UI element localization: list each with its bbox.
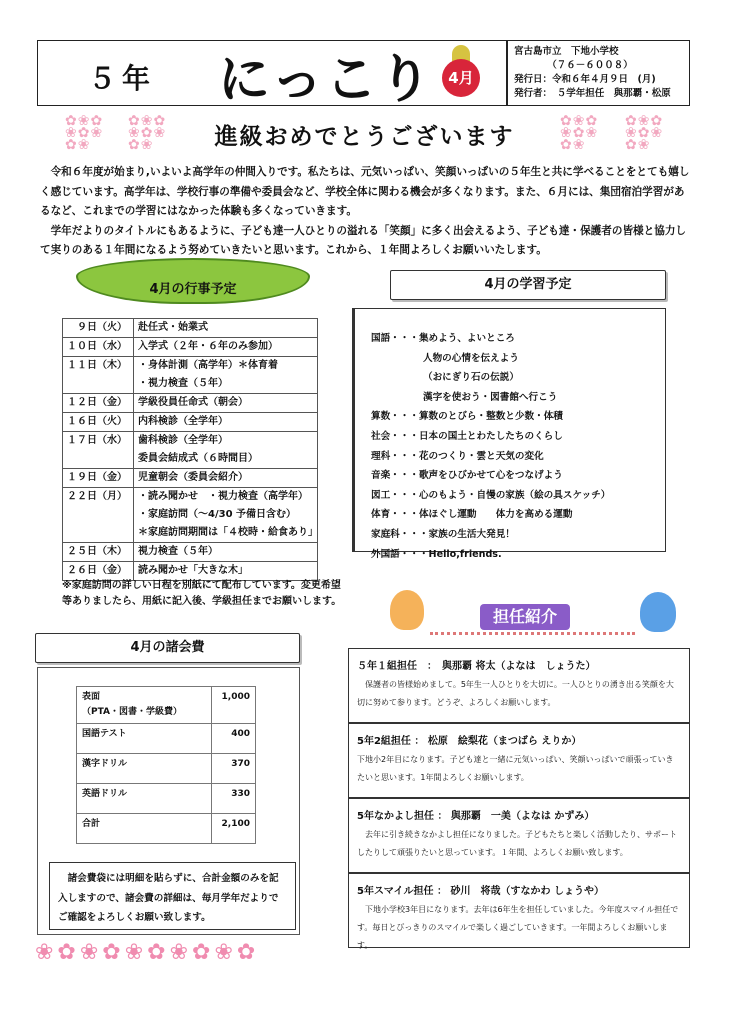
- child-illustration-icon: [390, 590, 424, 630]
- event-item: ＊家庭訪問期間は「４校時・給食あり」: [138, 527, 318, 538]
- dotted-divider: [430, 632, 635, 635]
- event-date: １２日（金）: [63, 394, 134, 413]
- sakura-icon: ✿❀✿ ❀✿❀ ✿❀: [625, 113, 664, 153]
- masthead: [37, 40, 690, 110]
- fee-row: [77, 814, 256, 844]
- event-date: １７日（水）: [63, 432, 134, 469]
- fee-item-detail: （PTA・図書・学級費）: [82, 707, 183, 717]
- fees-table: [76, 686, 256, 844]
- event-items: [134, 357, 318, 394]
- phone: （７６－６００８）: [514, 60, 633, 71]
- teacher-card: [348, 648, 690, 723]
- sakura-icon: ✿❀✿ ❀✿❀ ✿❀: [65, 113, 104, 153]
- month-badge: 4月: [442, 59, 480, 97]
- fees-heading: 4月の諸会費: [35, 633, 300, 663]
- fee-item: [77, 754, 212, 784]
- event-item: 学級役員任命式（朝会）: [138, 397, 248, 408]
- events-heading: 4月の行事予定: [76, 258, 310, 304]
- study-line: 家庭科・・・家族の生活大発見！: [371, 528, 515, 540]
- fee-item-name: 英語ドリル: [82, 789, 128, 799]
- event-row: [63, 319, 318, 338]
- study-line: 社会・・・日本の国土とわたしたちのくらし: [371, 430, 563, 442]
- event-items: [134, 413, 318, 432]
- sakura-icon: ✿❀✿ ❀✿❀ ✿❀: [128, 113, 167, 153]
- event-items: [134, 394, 318, 413]
- event-items: [134, 488, 318, 543]
- study-line: 算数・・・算数のとびら・整数と少数・体積: [371, 411, 563, 423]
- event-item: 歯科検診（全学年）: [138, 435, 228, 446]
- event-date: １１日（木）: [63, 357, 134, 394]
- fees-box: [37, 667, 300, 935]
- study-line: 体育・・・体ほぐし運動 体力を高める運動: [371, 509, 573, 521]
- event-item: 児童朝会（委員会紹介）: [138, 472, 248, 483]
- study-line: （おにぎり石の伝説）: [423, 372, 519, 384]
- teacher-name: 5年スマイル担任 ： 砂川 将哉（すなかわ しょうや）: [357, 886, 605, 897]
- child-illustration-icon: [640, 592, 676, 632]
- intro-paragraph: 学年だよりのタイトルにもあるように、子ども達一人ひとりの溢れる「笑顔」に多く出会えるよう、子ども達・保護者の皆様と協力して実りのある１年間になるよう努めていきたいと思います。これから、１年間よろしくお願いいたします。: [40, 224, 687, 256]
- teacher-message: 下地小学校3年目になります。去年は6年生を担任していました。今年度スマイル担任です。毎日とびっきりのスマイルで楽しく過ごしていきます。一年間よろしくお願いします。: [357, 905, 679, 950]
- intro-paragraph: 令和６年度が始まり,いよいよ高学年の仲間入りです。私たちは、元気いっぱい、笑顔いっぱいの５年生と共に学べることをとても嬉しく感じています。高学年は、学校行事の準備や委員会など、学校全体に関わる機会が多くなります。また、６月には、集団宿泊学習があるなど、これまでの学習にはなかった体験も多くなっていきます。: [40, 166, 690, 217]
- event-date: ２６日（金）: [63, 562, 134, 581]
- event-items: [134, 319, 318, 338]
- event-date: ２２日（月）: [63, 488, 134, 543]
- event-item: ・身体計測（高学年）＊体育着: [138, 360, 278, 371]
- event-item: 視力検査（５年）: [138, 546, 218, 557]
- study-line: 外国語・・・Hello,friends.: [371, 548, 502, 560]
- fee-item-name: 漢字ドリル: [82, 759, 128, 769]
- event-items: [134, 432, 318, 469]
- teacher-card: [348, 873, 690, 948]
- fee-item: [77, 784, 212, 814]
- events-note: ※家庭訪問の詳しい日程を別紙にて配布しています。変更希望等ありましたら、用紙に記入後、学級担任までお願いします。: [62, 580, 342, 607]
- study-line: 図工・・・心のもよう・自慢の家族（絵の具スケッチ）: [371, 489, 611, 501]
- event-item: 読み聞かせ「大きな木」: [138, 565, 248, 576]
- divider: [506, 41, 508, 105]
- study-heading: 4月の学習予定: [390, 270, 666, 300]
- event-item: 入学式（２年・６年のみ参加）: [138, 341, 278, 352]
- fee-amount: 400: [212, 724, 256, 754]
- teacher-card: [348, 798, 690, 873]
- fee-item-name: 表面: [82, 692, 101, 702]
- event-items: [134, 469, 318, 488]
- intro-text: [40, 163, 692, 261]
- event-date: ２５日（木）: [63, 543, 134, 562]
- event-date: ９日（火）: [63, 319, 134, 338]
- study-line: 理科・・・花のつくり・雲と天気の変化: [371, 450, 544, 462]
- teacher-name: 5年なかよし担任 ： 與那覇 一美（よなは かずみ）: [357, 811, 595, 822]
- event-row: [63, 432, 318, 469]
- fee-row: [77, 724, 256, 754]
- study-line: 音楽・・・歌声をひびかせて心をつなげよう: [371, 470, 563, 482]
- fee-item-name: 国語テスト: [82, 729, 127, 739]
- teacher-name: ５年１組担任 ： 與那覇 将太（よなは しょうた）: [357, 661, 596, 672]
- school-name: 宮古島市立 下地小学校: [514, 46, 619, 57]
- study-line: 漢字を使おう・図書館へ行こう: [423, 391, 558, 403]
- fee-amount: 370: [212, 754, 256, 784]
- event-items: [134, 338, 318, 357]
- event-item: 赴任式・始業式: [138, 322, 208, 333]
- event-date: １９日（金）: [63, 469, 134, 488]
- teacher-card: [348, 723, 690, 798]
- fee-item: [77, 724, 212, 754]
- event-row: [63, 488, 318, 543]
- fee-item: [77, 814, 212, 844]
- event-item: ・家庭訪問（～4/30 予備日含む）: [138, 509, 297, 520]
- event-item: ・読み聞かせ ・視力検査（高学年）: [138, 491, 308, 502]
- fee-amount: 330: [212, 784, 256, 814]
- event-row: [63, 394, 318, 413]
- fee-amount: 1,000: [212, 687, 256, 724]
- flower-fish-decoration-icon: ❀✿❀✿❀✿❀✿❀✿: [35, 940, 260, 965]
- publisher-info: [514, 45, 671, 101]
- event-items: [134, 543, 318, 562]
- teachers-heading: 担任紹介: [480, 604, 570, 630]
- fee-row: [77, 784, 256, 814]
- grade-label: ５年: [88, 62, 157, 95]
- study-plan: [352, 308, 666, 560]
- events-table: [62, 318, 318, 581]
- publisher: 発行者： ５学年担任 與那覇・松原: [514, 88, 671, 99]
- newsletter-title: にっこり: [218, 49, 433, 110]
- fee-amount: 2,100: [212, 814, 256, 844]
- event-row: [63, 413, 318, 432]
- teacher-name: 5年2組担任 ： 松原 絵梨花（まつばら えりか）: [357, 736, 582, 747]
- event-item: 内科検診（全学年）: [138, 416, 228, 427]
- fee-item-name: 合計: [82, 819, 101, 829]
- event-item: 委員会結成式（６時間目）: [138, 453, 258, 464]
- fees-note: 諸会費袋には明細を貼らずに、合計金額のみを記入しますので、諸会費の詳細は、毎月学年だよりでご確認をよろしくお願い致します。: [49, 862, 296, 930]
- event-date: １６日（火）: [63, 413, 134, 432]
- event-date: １０日（水）: [63, 338, 134, 357]
- issue-date: 発行日：令和６年４月９日 (月): [514, 74, 656, 85]
- event-row: [63, 338, 318, 357]
- event-row: [63, 469, 318, 488]
- study-line: 国語・・・集めよう、よいところ: [371, 333, 515, 344]
- event-row: [63, 543, 318, 562]
- teacher-message: 保護者の皆様始めまして。5年生一人ひとりを大切に。一人ひとりの湧き出る笑顔を大切に努めて参ります。どうぞ、よろしくお願いします。: [357, 680, 674, 707]
- event-row: [63, 357, 318, 394]
- greeting-heading: 進級おめでとうございます: [214, 124, 515, 150]
- teacher-message: 下地小2年目になります。子ども達と一緒に元気いっぱい、笑顔いっぱいで頑張っていきたいと思います。1年間よろしくお願いします。: [357, 755, 674, 782]
- fee-row: [77, 687, 256, 724]
- sakura-icon: ✿❀✿ ❀✿❀ ✿❀: [560, 113, 599, 153]
- fee-item: [77, 687, 212, 724]
- fee-row: [77, 754, 256, 784]
- teacher-message: 去年に引き続きなかよし担任になりました。子どもたちと楽しく活動したり、サポートしたりして頑張りたいと思っています。１年間、よろしくお願い致します。: [357, 830, 677, 857]
- event-item: ・視力検査（５年）: [138, 378, 228, 389]
- study-line: 人物の心情を伝えよう: [423, 352, 519, 364]
